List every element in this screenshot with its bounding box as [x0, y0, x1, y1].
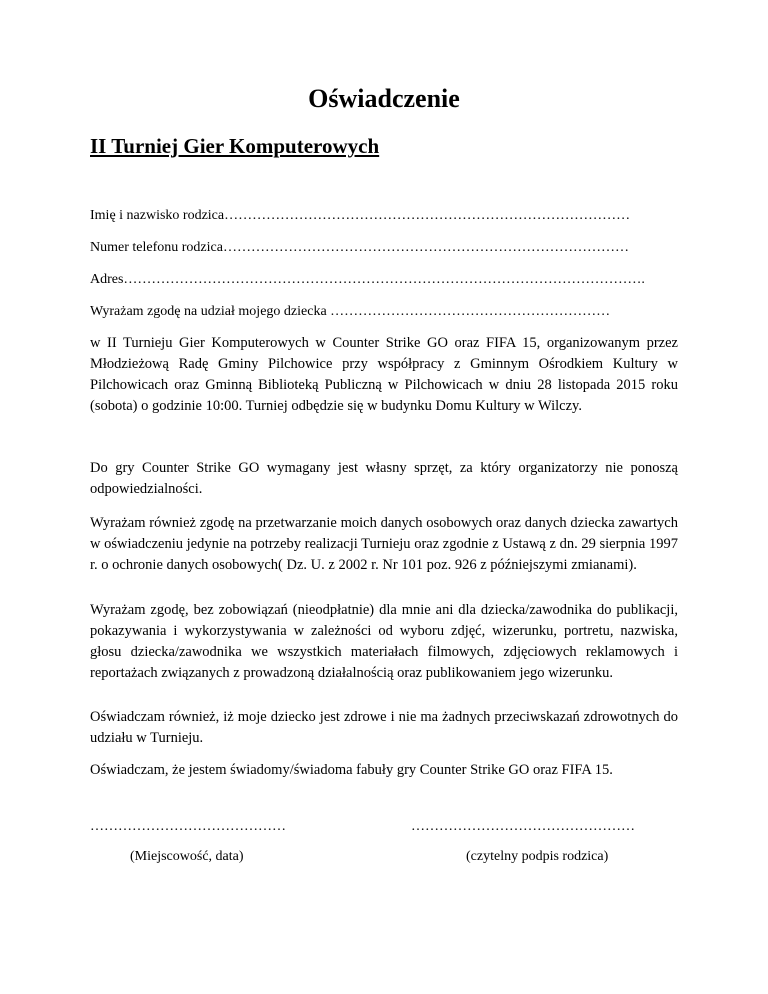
- signature-caption-parent: (czytelny podpis rodzica): [466, 849, 609, 864]
- paragraph-image-consent: Wyrażam zgodę, bez zobowiązań (nieodpłatnie) dla mnie ani dla dziecka/zawodnika do publikacji, pokazywania i wykorzystywania w zależności od wyboru zdjęć, wizerunku, portretu, nazwiska, głosu dziecka/zawodnika we wszystkich materiałach filmowych, zdjęciowych reklamowych i reportażach związanych z prowadzoną działalnością oraz publikowaniem jego wizerunku.: [90, 602, 678, 681]
- paragraph-equipment: Do gry Counter Strike GO wymagany jest własny sprzęt, za który organizatorzy nie ponoszą odpowiedzialności.: [90, 460, 678, 497]
- signature-caption-place-date: (Miejscowość, data): [130, 849, 244, 864]
- document-subtitle: II Turniej Gier Komputerowych: [90, 134, 380, 158]
- paragraph-data-consent: Wyrażam również zgodę na przetwarzanie moich danych osobowych oraz danych dziecka zawartych w oświadczeniu jedynie na potrzeby realizacji Turnieju oraz zgodnie z Ustawą z dn. 29 sierpnia 1997 r. o ochronie danych osobowych( Dz. U. z 2002 r. Nr 101 poz. 926 z późniejszymi zmianami).: [90, 515, 678, 573]
- signature-line-right: …………………………………………: [411, 819, 635, 834]
- paragraph-health: Oświadczam również, iż moje dziecko jest zdrowe i nie ma żadnych przeciwskazań zdrowotnych do udziału w Turnieju.: [90, 709, 678, 746]
- paragraph-tournament-details: w II Turnieju Gier Komputerowych w Counter Strike GO oraz FIFA 15, organizowanym przez Młodzieżową Radę Gminy Pilchowice przy współpracy z Gminnym Ośrodkiem Kultury w Pilchowicach oraz Gminną Biblioteką Publiczną w Pilchowicach w dniu 28 listopada 2015 roku (sobota) o godzinie 10:00. Turniej odbędzie się w budynku Domu Kultury w Wilczy.: [90, 335, 678, 414]
- signature-line-left: ……………………………………: [90, 819, 286, 834]
- parent-phone-field: Numer telefonu rodzica……………………………………………………………………………: [90, 240, 629, 255]
- address-field: Adres………………………………………………………………………………………………….: [90, 272, 645, 287]
- parent-name-field: Imię i nazwisko rodzica……………………………………………………………………………: [90, 208, 631, 223]
- consent-child-field: Wyrażam zgodę na udział mojego dziecka ……………………………………………………: [90, 304, 611, 319]
- document-title: Oświadczenie: [308, 84, 460, 113]
- paragraph-awareness: Oświadczam, że jestem świadomy/świadoma fabuły gry Counter Strike GO oraz FIFA 15.: [90, 762, 613, 778]
